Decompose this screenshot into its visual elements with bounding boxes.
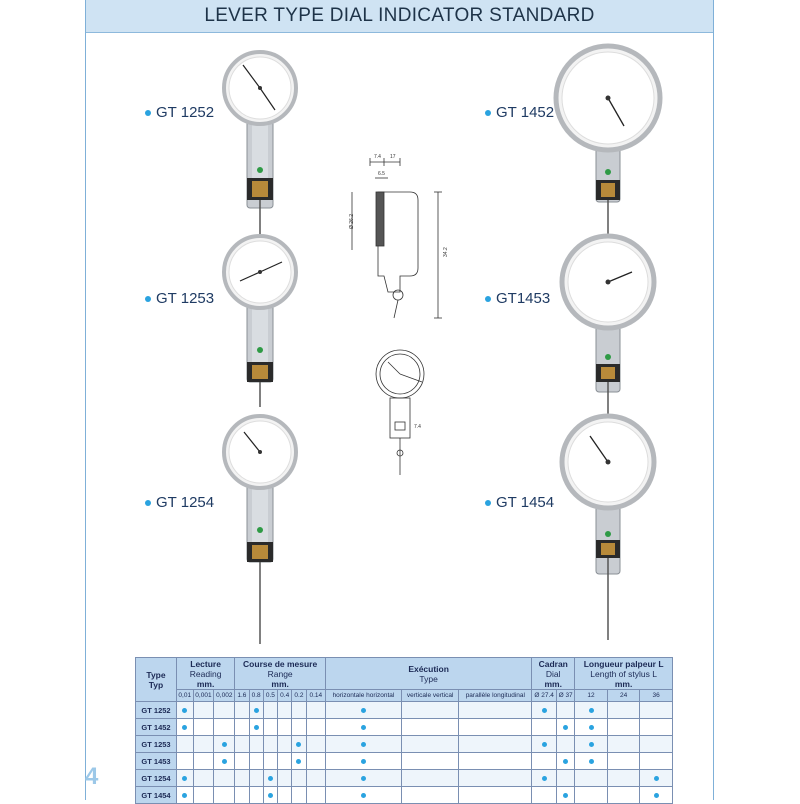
table-cell — [557, 753, 575, 770]
column-sublabel: 0,002 — [214, 690, 235, 702]
bullet-icon — [485, 296, 491, 302]
table-cell — [640, 753, 673, 770]
table-cell — [640, 702, 673, 719]
table-cell — [326, 736, 402, 753]
table-cell — [292, 787, 306, 804]
table-cell — [326, 719, 402, 736]
table-cell — [235, 787, 249, 804]
bullet-mark-icon — [563, 793, 568, 798]
table-cell — [235, 736, 249, 753]
table-cell — [235, 753, 249, 770]
table-cell — [263, 736, 277, 753]
column-sublabel: 12 — [575, 690, 608, 702]
table-row — [136, 736, 673, 753]
table-cell — [306, 787, 325, 804]
bullet-mark-icon — [361, 742, 366, 747]
column-sublabel: Ø 37 — [557, 690, 575, 702]
table-cell — [575, 702, 608, 719]
bullet-mark-icon — [654, 776, 659, 781]
table-cell — [607, 736, 640, 753]
table-cell — [459, 736, 532, 753]
table-row — [136, 719, 673, 736]
page-title: LEVER TYPE DIAL INDICATOR STANDARD — [204, 5, 595, 26]
table-cell — [401, 719, 459, 736]
table-cell — [249, 736, 263, 753]
table-cell — [401, 702, 459, 719]
table-cell — [401, 770, 459, 787]
gt1452-indicator-image — [552, 42, 672, 252]
table-cell — [459, 753, 532, 770]
dim-label: Ø 26.2 — [349, 213, 355, 229]
table-cell — [177, 719, 194, 736]
table-cell — [326, 787, 402, 804]
bullet-mark-icon — [654, 793, 659, 798]
model-label-gt1452: GT 1452 — [485, 104, 554, 121]
row-type-cell: GT 1253 — [136, 736, 177, 753]
bullet-icon — [485, 110, 491, 116]
table-cell — [193, 736, 214, 753]
table-cell — [235, 719, 249, 736]
table-row — [136, 702, 673, 719]
table-cell — [177, 753, 194, 770]
stylus-header: Longueur palpeur L Length of stylus L mm. — [575, 658, 673, 690]
table-cell — [326, 702, 402, 719]
bullet-mark-icon — [296, 759, 301, 764]
table-cell — [306, 736, 325, 753]
table-cell — [249, 787, 263, 804]
dim-label: 7.4 — [374, 154, 381, 160]
bullet-mark-icon — [182, 776, 187, 781]
table-cell — [575, 770, 608, 787]
table-cell — [557, 770, 575, 787]
table-cell — [607, 770, 640, 787]
table-cell — [249, 719, 263, 736]
column-sublabel: parallèle longitudinal — [459, 690, 532, 702]
bullet-mark-icon — [222, 759, 227, 764]
table-cell — [292, 770, 306, 787]
bullet-mark-icon — [361, 793, 366, 798]
bullet-mark-icon — [589, 708, 594, 713]
table-cell — [532, 770, 557, 787]
column-sublabel: 24 — [607, 690, 640, 702]
table-cell — [214, 770, 235, 787]
row-type-cell: GT 1452 — [136, 719, 177, 736]
table-cell — [575, 719, 608, 736]
table-cell — [607, 719, 640, 736]
specification-table — [135, 657, 673, 804]
bullet-mark-icon — [254, 708, 259, 713]
bullet-mark-icon — [589, 742, 594, 747]
table-cell — [193, 770, 214, 787]
table-cell — [235, 702, 249, 719]
table-row — [136, 787, 673, 804]
table-cell — [532, 736, 557, 753]
page-number: 4 — [85, 763, 99, 790]
bullet-mark-icon — [182, 725, 187, 730]
bullet-mark-icon — [542, 742, 547, 747]
table-cell — [278, 719, 292, 736]
bullet-mark-icon — [254, 725, 259, 730]
column-sublabel: 36 — [640, 690, 673, 702]
table-cell — [177, 770, 194, 787]
table-cell — [214, 736, 235, 753]
bullet-icon — [145, 110, 151, 116]
table-cell — [306, 719, 325, 736]
bullet-mark-icon — [589, 759, 594, 764]
table-cell — [401, 787, 459, 804]
technical-drawing — [340, 150, 460, 480]
table-cell — [326, 753, 402, 770]
table-cell — [214, 787, 235, 804]
table-cell — [532, 719, 557, 736]
table-cell — [640, 719, 673, 736]
table-cell — [278, 736, 292, 753]
table-cell — [193, 753, 214, 770]
table-cell — [532, 787, 557, 804]
table-cell — [235, 770, 249, 787]
table-cell — [575, 753, 608, 770]
table-cell — [292, 736, 306, 753]
bullet-mark-icon — [563, 725, 568, 730]
bullet-mark-icon — [361, 776, 366, 781]
model-label-gt1254: GT 1254 — [145, 494, 214, 511]
table-cell — [575, 787, 608, 804]
table-cell — [607, 787, 640, 804]
bullet-icon — [145, 500, 151, 506]
table-cell — [292, 753, 306, 770]
row-type-cell: GT 1252 — [136, 702, 177, 719]
table-cell — [640, 736, 673, 753]
table-cell — [532, 753, 557, 770]
column-sublabel: 0.8 — [249, 690, 263, 702]
table-cell — [177, 736, 194, 753]
table-cell — [263, 719, 277, 736]
column-sublabel: 0.5 — [263, 690, 277, 702]
table-cell — [306, 702, 325, 719]
row-type-cell: GT 1254 — [136, 770, 177, 787]
table-cell — [575, 736, 608, 753]
model-label-gt1253: GT 1253 — [145, 290, 214, 307]
table-cell — [263, 770, 277, 787]
page-frame-right — [713, 0, 714, 800]
bullet-mark-icon — [296, 742, 301, 747]
table-cell — [292, 702, 306, 719]
table-row — [136, 770, 673, 787]
model-label-gt1454: GT 1454 — [485, 494, 554, 511]
model-label-gt1252: GT 1252 — [145, 104, 214, 121]
table-cell — [326, 770, 402, 787]
bullet-mark-icon — [222, 742, 227, 747]
table-cell — [263, 787, 277, 804]
bullet-mark-icon — [268, 776, 273, 781]
table-cell — [278, 702, 292, 719]
column-sublabel: 0.14 — [306, 690, 325, 702]
table-cell — [193, 719, 214, 736]
range-header: Course de mesure Range mm. — [235, 658, 326, 690]
table-cell — [214, 702, 235, 719]
column-sublabel: 1.6 — [235, 690, 249, 702]
table-cell — [177, 787, 194, 804]
column-sublabel: 0,01 — [177, 690, 194, 702]
table-cell — [278, 753, 292, 770]
table-cell — [306, 770, 325, 787]
table-cell — [214, 753, 235, 770]
dim-label: 17 — [390, 154, 396, 160]
column-sublabel: 0.2 — [292, 690, 306, 702]
table-cell — [401, 736, 459, 753]
table-cell — [214, 719, 235, 736]
table-body — [136, 702, 673, 804]
table-cell — [249, 702, 263, 719]
row-type-cell: GT 1453 — [136, 753, 177, 770]
table-cell — [557, 787, 575, 804]
table-cell — [459, 770, 532, 787]
table-cell — [278, 770, 292, 787]
type-header: Type Typ — [136, 658, 177, 702]
gt1454-indicator-image — [552, 414, 672, 650]
dim-label: 34.2 — [443, 247, 449, 257]
execution-header: Exécution Type — [326, 658, 532, 690]
bullet-mark-icon — [542, 708, 547, 713]
table-cell — [640, 770, 673, 787]
dim-label: 7.4 — [414, 424, 421, 430]
table-cell — [557, 719, 575, 736]
table-cell — [193, 787, 214, 804]
table-cell — [557, 702, 575, 719]
table-cell — [459, 702, 532, 719]
table-cell — [306, 753, 325, 770]
bullet-mark-icon — [268, 793, 273, 798]
column-sublabel: verticale vertical — [401, 690, 459, 702]
table-cell — [278, 787, 292, 804]
table-cell — [177, 702, 194, 719]
bullet-mark-icon — [542, 776, 547, 781]
column-sublabels — [136, 690, 673, 702]
gt1453-indicator-image — [552, 232, 672, 422]
table-row — [136, 753, 673, 770]
dial-header: Cadran Dial mm. — [532, 658, 575, 690]
page-header — [86, 0, 713, 33]
table-cell — [459, 787, 532, 804]
column-sublabel: horizontale horizontal — [326, 690, 402, 702]
gt1254-indicator-image — [200, 412, 320, 652]
table-cell — [459, 719, 532, 736]
bullet-mark-icon — [589, 725, 594, 730]
table-cell — [249, 753, 263, 770]
table-cell — [263, 753, 277, 770]
bullet-icon — [485, 500, 491, 506]
table-cell — [607, 702, 640, 719]
model-label-gt1453: GT1453 — [485, 290, 550, 307]
bullet-mark-icon — [361, 725, 366, 730]
row-type-cell: GT 1454 — [136, 787, 177, 804]
page-frame-left — [85, 0, 86, 800]
dim-label: 6.5 — [378, 171, 385, 177]
table-cell — [263, 702, 277, 719]
bullet-mark-icon — [361, 708, 366, 713]
table-cell — [557, 736, 575, 753]
table-cell — [292, 719, 306, 736]
bullet-mark-icon — [563, 759, 568, 764]
bullet-mark-icon — [182, 708, 187, 713]
column-sublabel: 0,001 — [193, 690, 214, 702]
table-cell — [532, 702, 557, 719]
reading-header: Lecture Reading mm. — [177, 658, 235, 690]
table-cell — [249, 770, 263, 787]
table-cell — [607, 753, 640, 770]
column-sublabel: Ø 27.4 — [532, 690, 557, 702]
table-cell — [193, 702, 214, 719]
bullet-mark-icon — [361, 759, 366, 764]
gt1253-indicator-image — [200, 232, 320, 412]
column-sublabel: 0.4 — [278, 690, 292, 702]
bullet-mark-icon — [182, 793, 187, 798]
table-cell — [640, 787, 673, 804]
table-cell — [401, 753, 459, 770]
bullet-icon — [145, 296, 151, 302]
